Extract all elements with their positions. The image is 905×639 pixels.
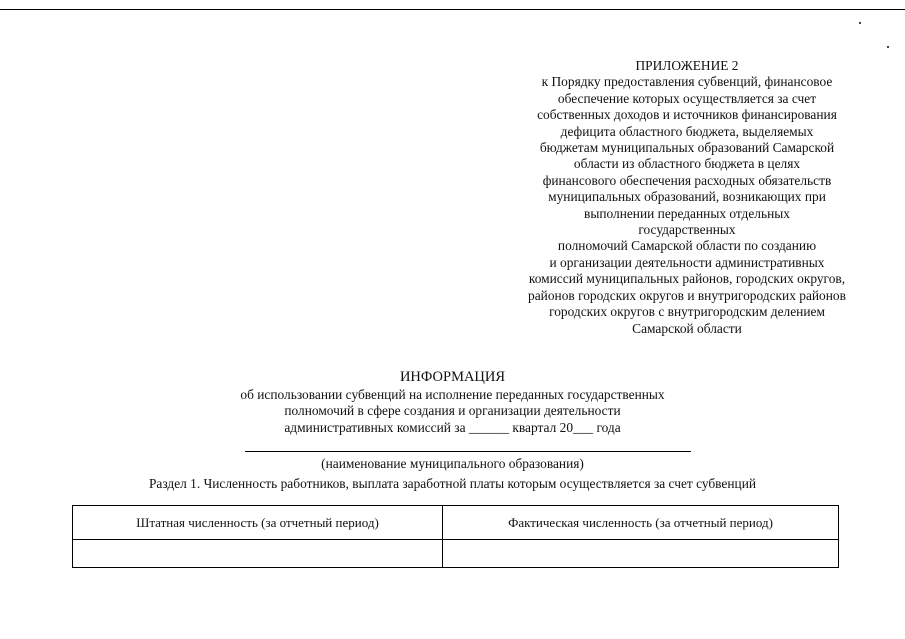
section-title: Раздел 1. Численность работников, выплата заработной платы которым осуществляется за счет субвенций [148,476,757,491]
appendix-header [497,58,877,337]
appendix-line: государственных [638,222,736,238]
appendix-line: городских округов с внутригородским делением [549,304,825,320]
municipality-name-line [245,451,691,452]
appendix-line: полномочий Самарской области по созданию [557,238,817,254]
table-cell-staff-count [73,540,443,568]
table-header-row [73,506,839,540]
scan-speck [887,46,889,48]
appendix-line: ПРИЛОЖЕНИЕ 2 [635,58,739,73]
appendix-line: районов городских округов и внутригородских районов [528,287,846,303]
document-subtitle [0,387,905,436]
appendix-line: и организации деятельности административных [549,254,825,270]
appendix-line: комиссий муниципальных районов, городских округов, [528,271,846,287]
municipality-name-caption: (наименование муниципального образования) [321,456,584,471]
appendix-line: муниципальных образований, возникающих при [548,189,826,205]
appendix-line: дефицита областного бюджета, выделяемых [560,123,814,139]
table-cell-actual-count [443,540,839,568]
appendix-line: области из областного бюджета в целях [573,156,801,172]
scan-speck [859,22,861,24]
document-title: ИНФОРМАЦИЯ [399,369,506,385]
table-row [73,540,839,568]
appendix-line: выполнении переданных отдельных [584,205,790,221]
column-header-staff-count: Штатная численность (за отчетный период) [73,506,443,540]
subtitle-line: об использовании субвенций на исполнение переданных государственных [240,387,665,402]
appendix-line: Самарской области [632,320,742,336]
appendix-line: к Порядку предоставления субвенций, финансовое [541,74,833,90]
appendix-line: собственных доходов и источников финансирования [537,107,837,123]
page-top-edge [0,9,905,10]
appendix-line: бюджетам муниципальных образований Самарской [539,140,835,156]
subtitle-line: административных комиссий за ______ квартал 20___ года [284,419,621,435]
column-header-actual-count: Фактическая численность (за отчетный период) [443,506,839,540]
appendix-line: обеспечение которых осуществляется за счет [557,90,817,106]
appendix-line: финансового обеспечения расходных обязательств [542,172,832,188]
staff-table [72,505,839,568]
subtitle-line: полномочий в сфере создания и организации деятельности [284,403,621,419]
